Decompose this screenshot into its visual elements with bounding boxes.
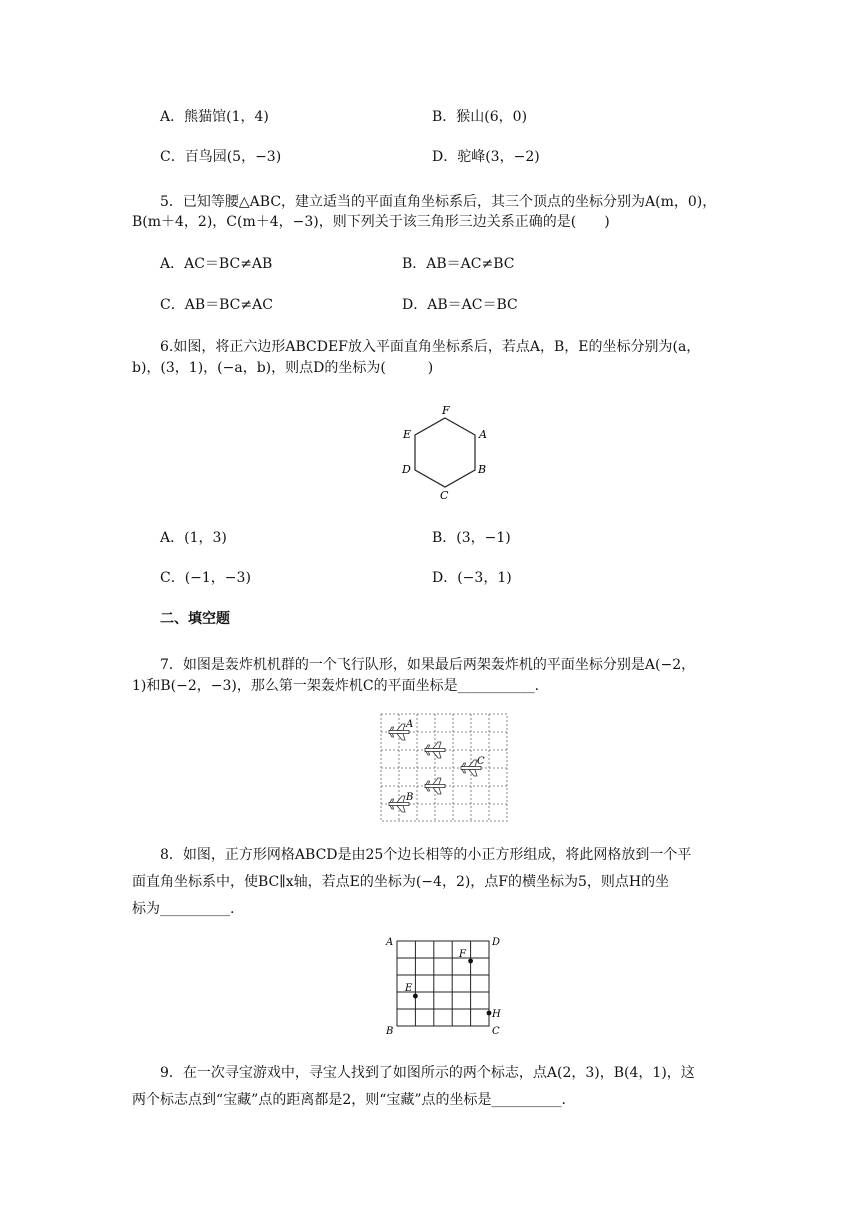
q5-option-c: C．AB＝BC≠AC bbox=[160, 297, 273, 313]
q9-stem-line1: 9．在一次寻宝游戏中，寻宝人找到了如图所示的两个标志，点A(2，3)，B(4，1)，这 bbox=[160, 1065, 695, 1081]
grid-label-b: B bbox=[386, 1026, 394, 1037]
q4-option-d: D．驼峰(3，−2) bbox=[432, 149, 540, 165]
q4-option-a: A．熊猫馆(1，4) bbox=[160, 109, 269, 125]
grid-label-h: H bbox=[492, 1009, 501, 1020]
q8-stem-line2: 面直角坐标系中，使BC∥x轴，若点E的坐标为(−4，2)，点F的横坐标为5，则点H的坐 bbox=[132, 874, 670, 890]
section-heading: 二、填空题 bbox=[160, 611, 230, 627]
bomber-label-b: B bbox=[406, 792, 414, 803]
bomber-formation-figure bbox=[380, 713, 510, 823]
q5-option-b: B．AB＝AC≠BC bbox=[402, 256, 515, 272]
hexagon-label-b: B bbox=[478, 463, 487, 476]
q5-stem-line2: B(m＋4，2)，C(m＋4，−3)，则下列关于该三角形三边关系正确的是( ) bbox=[132, 214, 610, 230]
grid-label-c: C bbox=[492, 1026, 500, 1037]
q8-stem-line1: 8．如图，正方形网格ABCD是由25个边长相等的小正方形组成，将此网格放到一个平 bbox=[160, 847, 692, 863]
hexagon-label-f: F bbox=[442, 404, 450, 417]
q7-stem-line1: 7．如图是轰炸机机群的一个飞行队形，如果最后两架轰炸机的平面坐标分别是A(−2， bbox=[160, 657, 696, 673]
point-h bbox=[487, 1011, 492, 1016]
q6-option-b: B．(3，−1) bbox=[432, 530, 511, 546]
q5-option-d: D．AB＝AC＝BC bbox=[402, 297, 518, 313]
hexagon-label-d: D bbox=[402, 463, 411, 476]
grid-label-e: E bbox=[405, 983, 413, 994]
q9-stem-line2: 两个标志点到“宝藏”点的距离都是2，则“宝藏”点的坐标是__________. bbox=[132, 1092, 566, 1108]
q6-option-c: C．(−1，−3) bbox=[160, 570, 251, 586]
q6-option-d: D．(−3，1) bbox=[432, 570, 512, 586]
point-f bbox=[468, 959, 473, 964]
q6-option-a: A．(1，3) bbox=[160, 530, 227, 546]
hexagon-label-a: A bbox=[479, 428, 487, 441]
square-grid-figure bbox=[383, 933, 507, 1037]
q6-stem-line2: b)，(3，1)，(−a，b)，则点D的坐标为( ) bbox=[132, 360, 434, 376]
q6-stem-line1: 6.如图，将正六边形ABCDEF放入平面直角坐标系后，若点A，B，E的坐标分别为(a， bbox=[160, 339, 701, 355]
point-e bbox=[413, 994, 418, 999]
q8-stem-line3: 标为__________. bbox=[132, 901, 235, 917]
q4-option-c: C．百鸟园(5，−3) bbox=[160, 149, 282, 165]
grid-label-a: A bbox=[386, 937, 394, 948]
hexagon-label-e: E bbox=[403, 428, 412, 441]
hexagon-figure bbox=[395, 400, 495, 502]
bomber-label-c: C bbox=[477, 756, 485, 767]
q5-stem-line1: 5．已知等腰△ABC，建立适当的平面直角坐标系后，其三个顶点的坐标分别为A(m，0)， bbox=[160, 194, 717, 210]
q7-stem-line2: 1)和B(−2，−3)，那么第一架轰炸机C的平面坐标是___________. bbox=[132, 678, 540, 694]
grid-label-d: D bbox=[492, 937, 501, 948]
q4-option-b: B．猴山(6，0) bbox=[432, 109, 528, 125]
bomber-label-a: A bbox=[406, 719, 414, 730]
q5-option-a: A．AC＝BC≠AB bbox=[160, 256, 273, 272]
grid-label-f: F bbox=[459, 949, 466, 960]
hexagon-label-c: C bbox=[440, 489, 449, 502]
hexagon-shape bbox=[415, 418, 475, 487]
